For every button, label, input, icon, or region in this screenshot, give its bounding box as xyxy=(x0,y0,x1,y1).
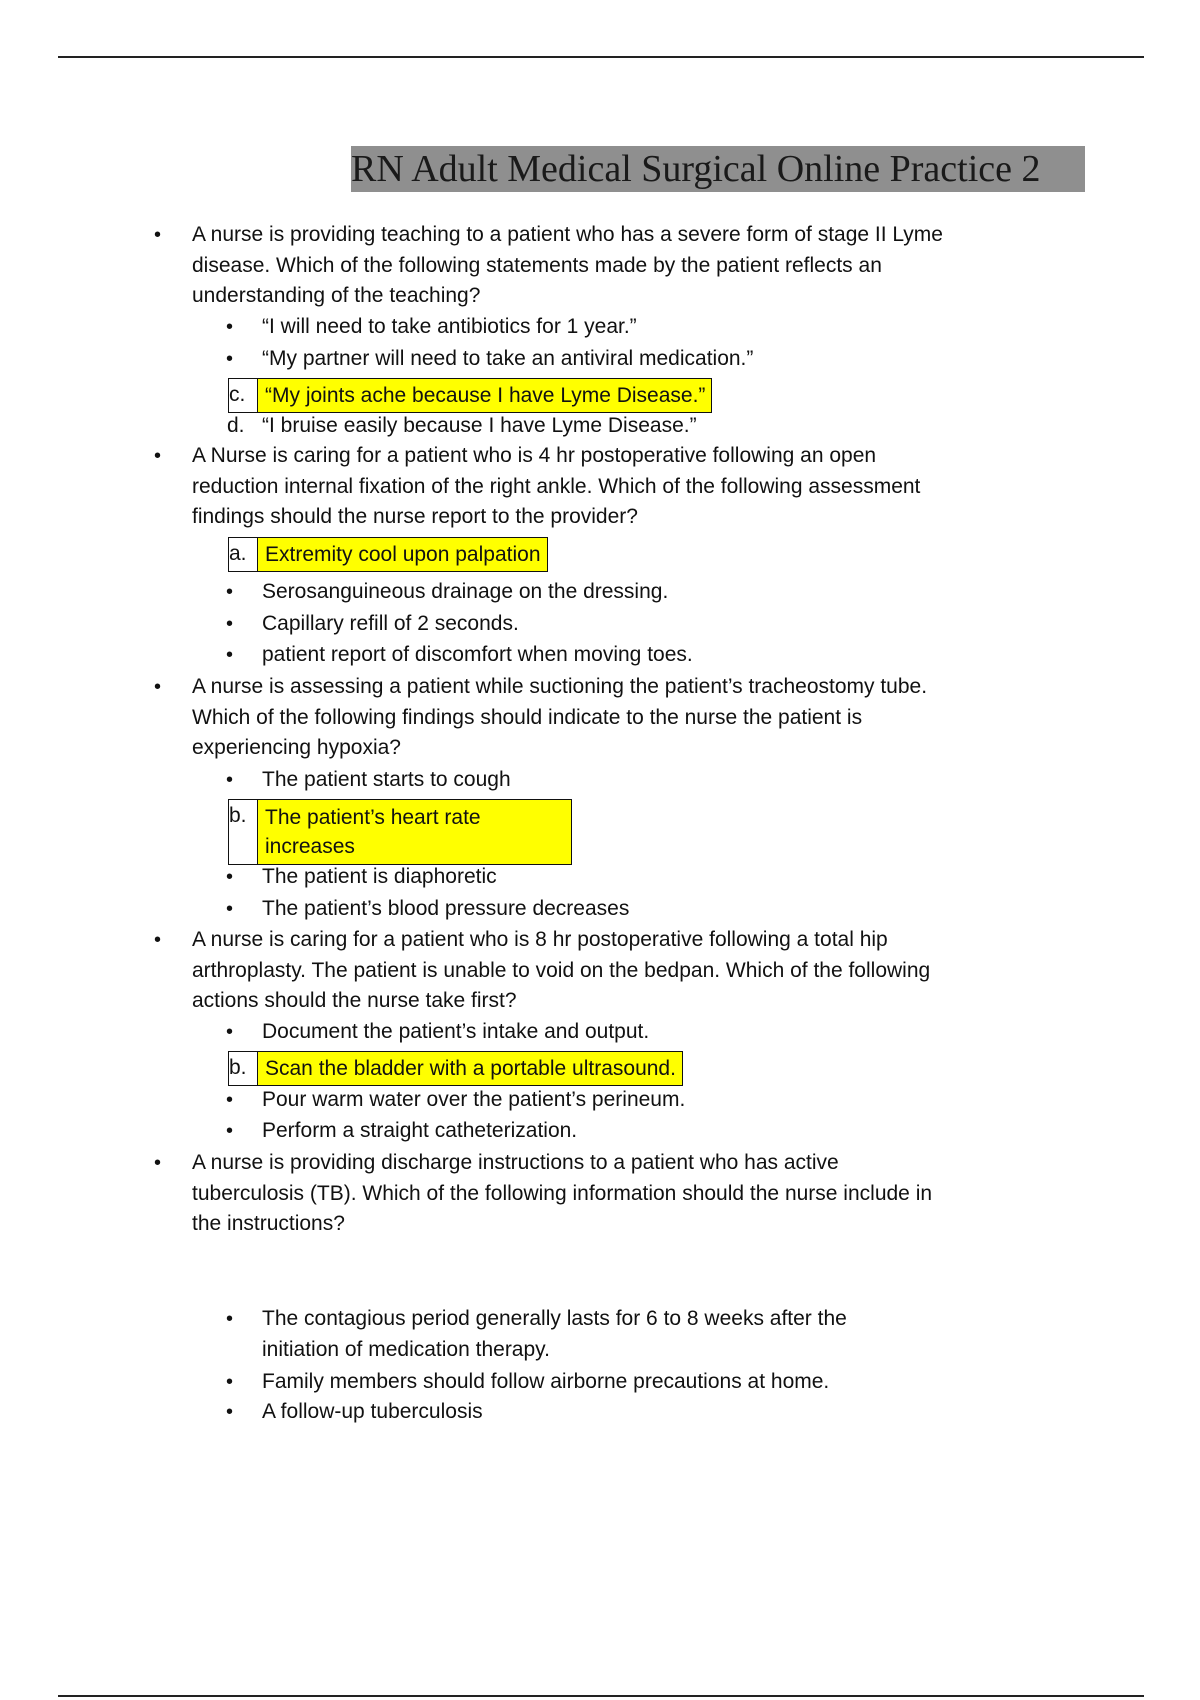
answer-bullet: • xyxy=(226,1308,234,1330)
question-text: A nurse is providing discharge instructions to a patient who has active tuberculosis (TB). Which of the following information should the nurse include in the instructions? xyxy=(192,1151,933,1235)
answer-bullet: • xyxy=(226,348,234,370)
answer-letter: b. xyxy=(229,800,258,864)
answer-option: “My partner will need to take an antiviral medication.” xyxy=(262,347,754,370)
answer-letter: b. xyxy=(229,1052,258,1085)
answer-bullet: • xyxy=(226,1021,234,1043)
answer-bullet: • xyxy=(226,1401,234,1423)
answer-option: The patient’s blood pressure decreases xyxy=(262,897,630,920)
correct-answer-box xyxy=(228,537,548,572)
correct-answer-text: Extremity cool upon palpation xyxy=(258,538,547,571)
answer-option: The patient starts to cough xyxy=(262,768,511,791)
answer-option: Pour warm water over the patient’s perineum. xyxy=(262,1088,686,1111)
answer-option: Perform a straight catheterization. xyxy=(262,1119,578,1142)
answer-bullet: • xyxy=(226,316,234,338)
answer-letter: a. xyxy=(229,538,258,571)
answer-option: The contagious period generally lasts for 6 to 8 weeks after the initiation of medication therapy. xyxy=(262,1307,847,1361)
correct-answer-box xyxy=(228,378,712,413)
question-bullet: • xyxy=(154,1152,162,1174)
correct-answer-box xyxy=(228,799,572,865)
correct-answer-box xyxy=(228,1051,683,1086)
answer-bullet: • xyxy=(226,581,234,603)
bottom-rule xyxy=(58,1695,1144,1697)
question-bullet: • xyxy=(154,445,162,467)
answer-letter: c. xyxy=(229,379,258,412)
answer-option: Serosanguineous drainage on the dressing. xyxy=(262,580,669,603)
answer-bullet: • xyxy=(226,613,234,635)
question-bullet: • xyxy=(154,224,162,246)
page-title: RN Adult Medical Surgical Online Practice 2 xyxy=(351,146,1085,192)
answer-bullet: • xyxy=(226,1120,234,1142)
correct-answer-text: “My joints ache because I have Lyme Disease.” xyxy=(258,379,711,412)
answer-option: Document the patient’s intake and output. xyxy=(262,1020,650,1043)
question-text: A nurse is assessing a patient while suctioning the patient’s tracheostomy tube. Which of the following findings should indicate to the nurse the patient is experiencing hypoxia? xyxy=(192,675,928,759)
answer-bullet: • xyxy=(226,1371,234,1393)
answer-option: Family members should follow airborne precautions at home. xyxy=(262,1370,830,1393)
answer-bullet: • xyxy=(226,644,234,666)
question-text: A nurse is providing teaching to a patient who has a severe form of stage II Lyme disease. Which of the following statements made by the patient reflects an understanding of the teaching? xyxy=(192,223,943,307)
answer-option: The patient is diaphoretic xyxy=(262,865,497,888)
question-text: A Nurse is caring for a patient who is 4 hr postoperative following an open reduction internal fixation of the right ankle. Which of the following assessment findings should the nurse report to the provider? xyxy=(192,444,921,528)
correct-answer-text: Scan the bladder with a portable ultrasound. xyxy=(258,1052,682,1085)
answer-bullet: • xyxy=(226,898,234,920)
question-text: A nurse is caring for a patient who is 8 hr postoperative following a total hip arthroplasty. The patient is unable to void on the bedpan. Which of the following actions should the nurse take first? xyxy=(192,928,931,1012)
answer-option: “I bruise easily because I have Lyme Disease.” xyxy=(262,414,697,437)
answer-bullet: • xyxy=(226,866,234,888)
answer-bullet: • xyxy=(226,1089,234,1111)
answer-option: “I will need to take antibiotics for 1 year.” xyxy=(262,315,637,338)
answer-option: A follow-up tuberculosis xyxy=(262,1400,483,1423)
question-bullet: • xyxy=(154,676,162,698)
answer-letter: d. xyxy=(227,414,245,437)
question-bullet: • xyxy=(154,929,162,951)
answer-bullet: • xyxy=(226,769,234,791)
correct-answer-text: The patient’s heart rate increases xyxy=(258,800,571,864)
answer-option: patient report of discomfort when moving toes. xyxy=(262,643,693,666)
answer-option: Capillary refill of 2 seconds. xyxy=(262,612,519,635)
